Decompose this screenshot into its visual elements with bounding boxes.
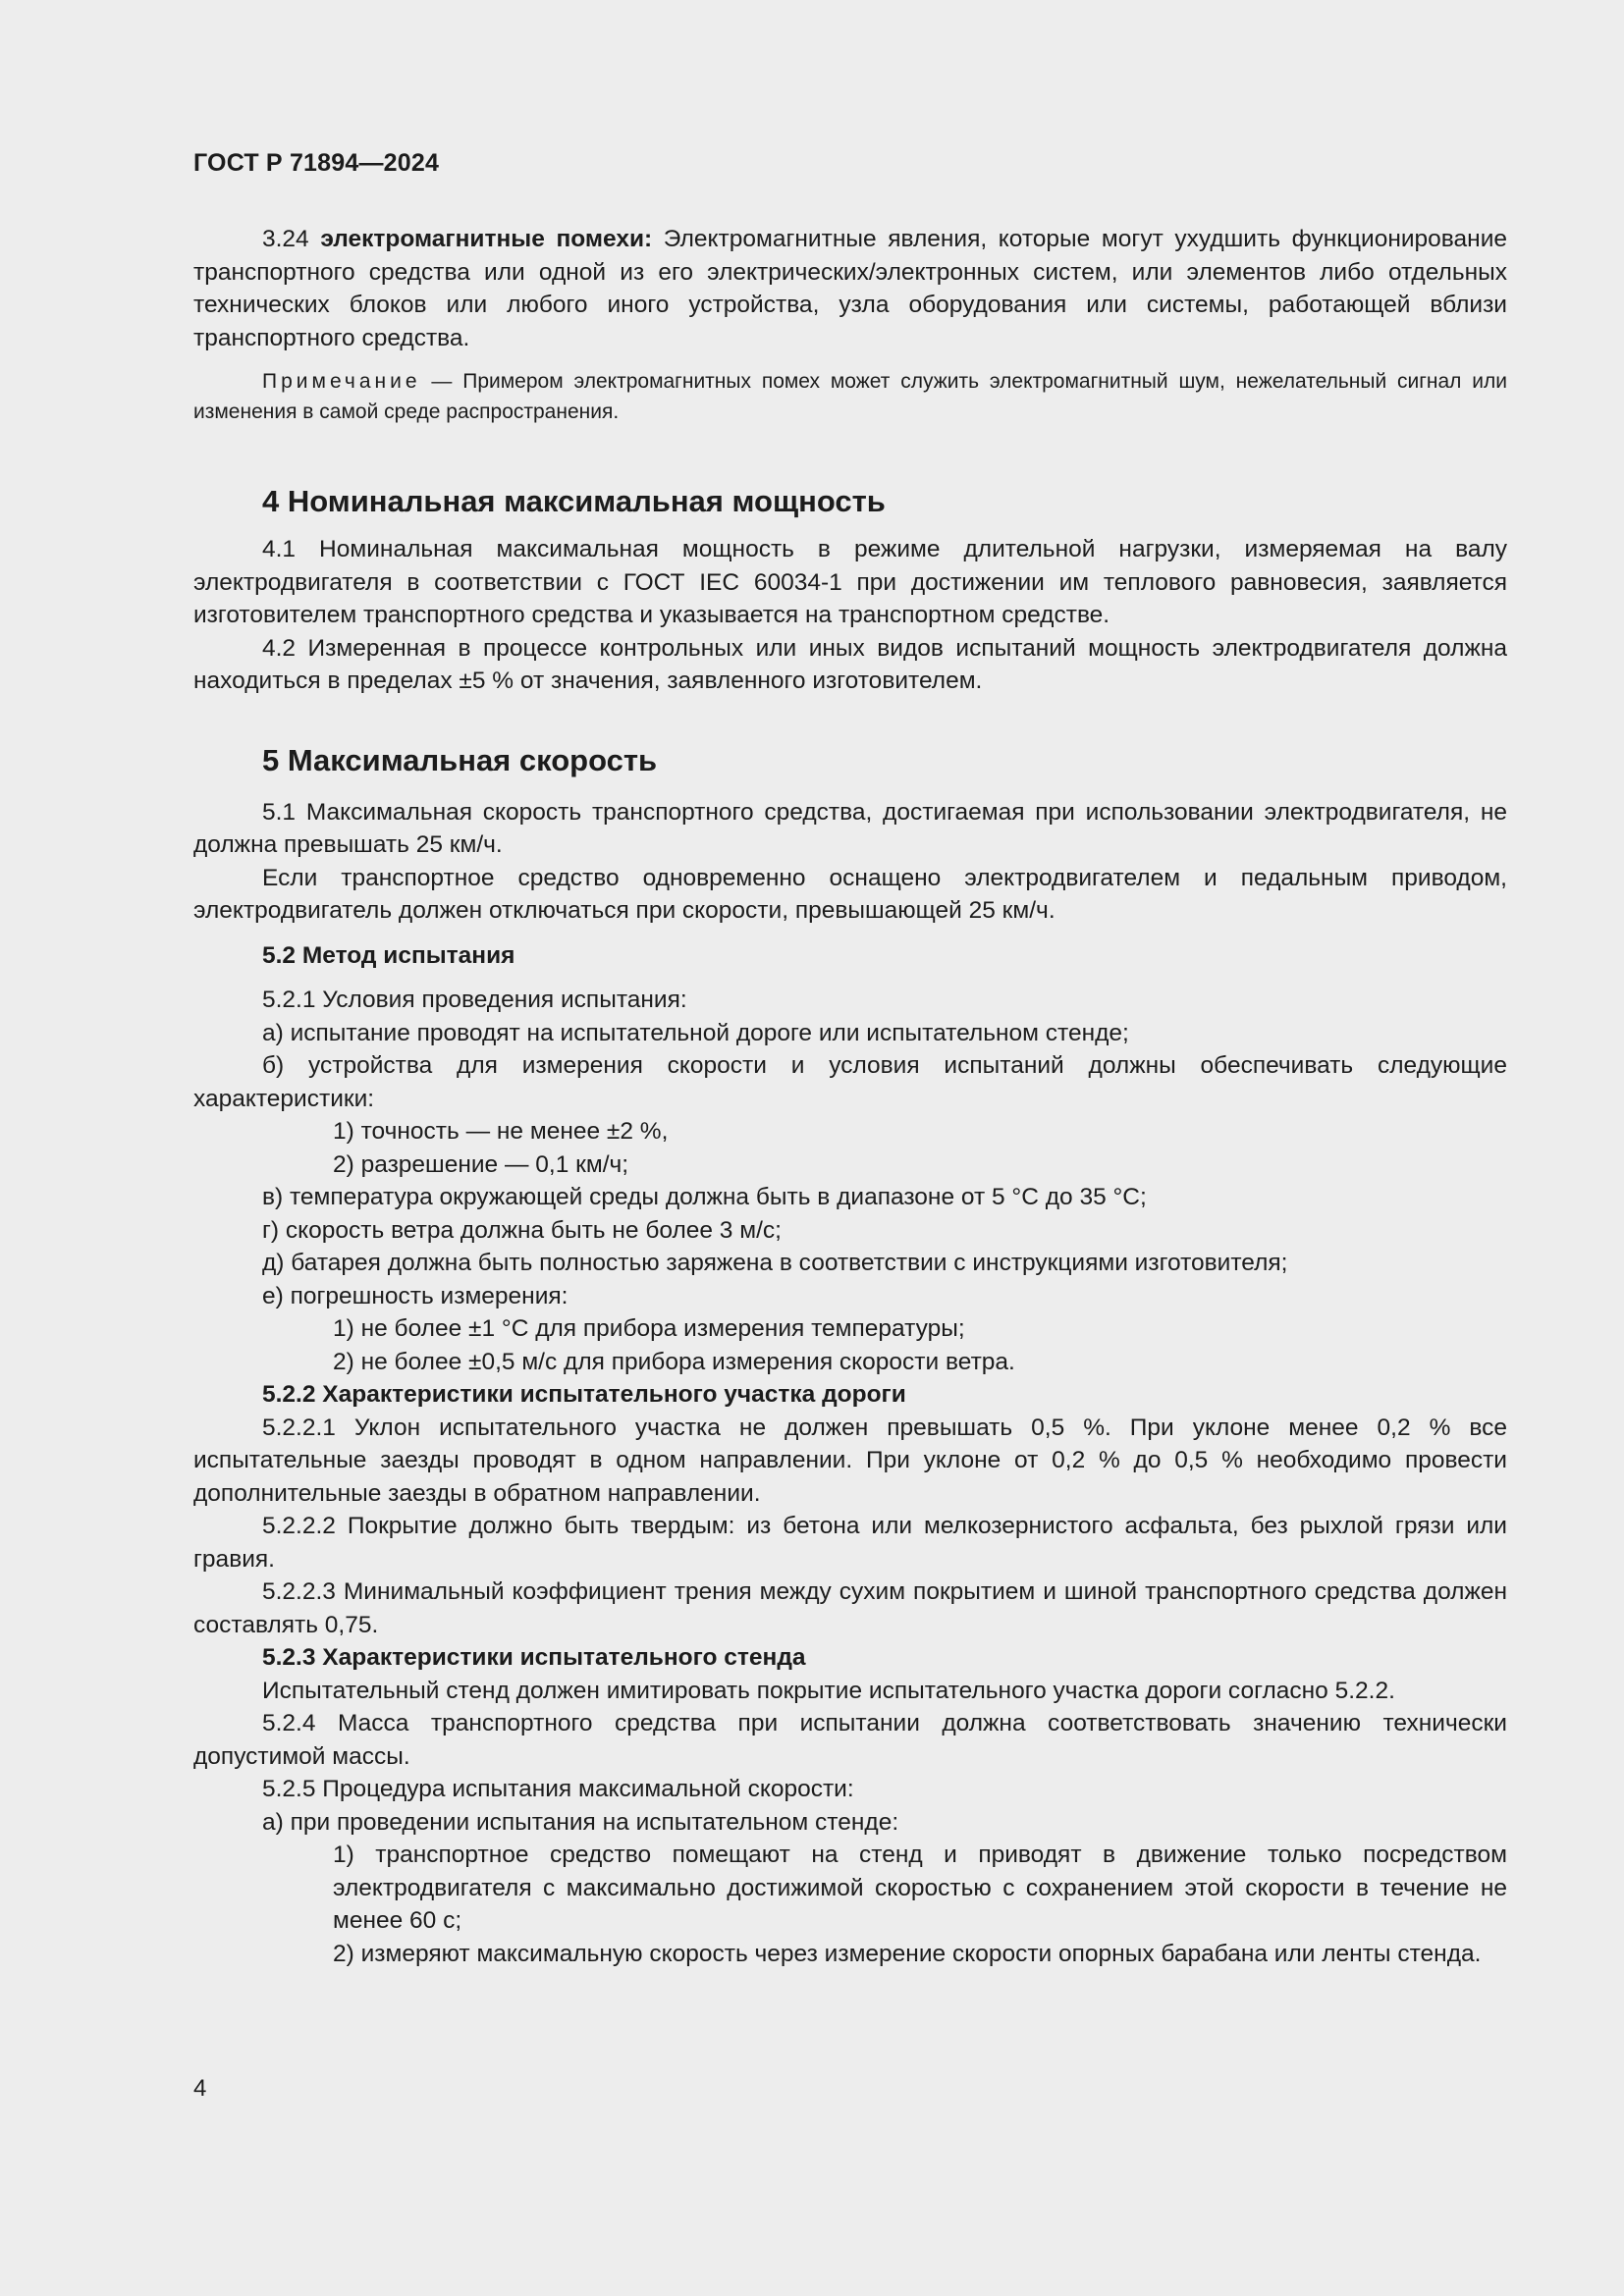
clause-number: 3.24 xyxy=(262,226,309,252)
list-item-5-2-5-a: а) при проведении испытания на испытательном стенде: xyxy=(262,1808,899,1836)
paragraph-5-2-2-2: 5.2.2.2 Покрытие должно быть твердым: из бетона или мелкозернистого асфальта, без рыхлой грязи или гравия. xyxy=(193,1513,1507,1573)
list-item-v: в) температура окружающей среды должна быть в диапазоне от 5 °C до 35 °C; xyxy=(262,1184,1147,1210)
list-item-a: а) испытание проводят на испытательной дороге или испытательном стенде; xyxy=(262,1019,1129,1046)
paragraph-5-2-2-3: 5.2.2.3 Минимальный коэффициент трения между сухим покрытием и шиной транспортного средства должен составлять 0,75. xyxy=(193,1578,1507,1638)
list-item-5-2-5-a1: 1) транспортное средство помещают на стенд и приводят в движение только посредством электродвигателя с максимально достижимой скоростью с сохранением этой скорости в течение не менее 60 с; xyxy=(333,1842,1507,1934)
paragraph-4-1: 4.1 Номинальная максимальная мощность в режиме длительной нагрузки, измеряемая на валу электродвигателя в соответствии с ГОСТ IEC 60034-1 при достижении им теплового равновесия, заявляется изготовителем транспортного средства и указывается на транспортном средстве. xyxy=(193,536,1507,628)
document-id: ГОСТ Р 71894—2024 xyxy=(193,149,440,177)
list-item-d: д) батарея должна быть полностью заряжена в соответствии с инструкциями изготовителя; xyxy=(262,1250,1288,1276)
note-text: — Примером электромагнитных помех может служить электромагнитный шум, нежелательный сигнал или изменения в самой среде распространения. xyxy=(193,370,1507,423)
paragraph-5-1-cont: Если транспортное средство одновременно оснащено электродвигателем и педальным приводом, электродвигатель должен отключаться при скорости, превышающей 25 км/ч. xyxy=(193,864,1507,924)
paragraph-5-2-2-1: 5.2.2.1 Уклон испытательного участка не должен превышать 0,5 %. При уклоне менее 0,2 % все испытательные заезды проводят в одном направлении. При уклоне от 0,2 % до 0,5 % необходимо провести дополнительные заезды в обратном направлении. xyxy=(193,1414,1507,1507)
section-4-title: 4 Номинальная максимальная мощность xyxy=(262,484,886,518)
list-item-e2: 2) не более ±0,5 м/с для прибора измерения скорости ветра. xyxy=(333,1348,1015,1375)
term-definition: Электромагнитные явления, которые могут ухудшить функционирование транспортного средства или одной из его электрических/электронных систем, или элементов либо отдельных технических блоков или любого иного устройства, узла оборудования или системы, работающей вблизи транспортного средства. xyxy=(193,226,1508,351)
list-item-b1: 1) точность — не менее ±2 %, xyxy=(333,1118,669,1145)
paragraph-4-2: 4.2 Измеренная в процессе контрольных или иных видов испытаний мощность электродвигателя должна находиться в пределах ±5 % от значения, заявленного изготовителем. xyxy=(193,634,1507,694)
paragraph-5-2-1: 5.2.1 Условия проведения испытания: xyxy=(262,987,687,1013)
list-item-e: е) погрешность измерения: xyxy=(262,1282,568,1309)
paragraph-5-2-5: 5.2.5 Процедура испытания максимальной скорости: xyxy=(262,1776,854,1802)
subsection-5-2-2-title: 5.2.2 Характеристики испытательного участка дороги xyxy=(262,1381,906,1408)
subsection-5-2-title: 5.2 Метод испытания xyxy=(262,941,515,969)
section-5-title: 5 Максимальная скорость xyxy=(262,742,658,777)
term: электромагнитные помехи: xyxy=(320,226,653,252)
paragraph-5-2-3: Испытательный стенд должен имитировать покрытие испытательного участка дороги согласно 5.2.2. xyxy=(262,1677,1395,1704)
list-item-5-2-5-a2: 2) измеряют максимальную скорость через измерение скорости опорных барабана или ленты стенда. xyxy=(333,1940,1482,1967)
list-item-g: г) скорость ветра должна быть не более 3 м/с; xyxy=(262,1216,782,1244)
list-item-b: б) устройства для измерения скорости и условия испытаний должны обеспечивать следующие характеристики: xyxy=(193,1052,1507,1112)
page-number: 4 xyxy=(193,2075,207,2102)
subsection-5-2-3-title: 5.2.3 Характеристики испытательного стенда xyxy=(262,1644,806,1671)
note xyxy=(193,366,1507,427)
document-body xyxy=(193,223,1507,1970)
list-item-b2: 2) разрешение — 0,1 км/ч; xyxy=(333,1150,629,1178)
paragraph-3-24 xyxy=(193,223,1507,354)
paragraph-5-1: 5.1 Максимальная скорость транспортного средства, достигаемая при использовании электродвигателя, не должна превышать 25 км/ч. xyxy=(193,798,1507,858)
list-item-e1: 1) не более ±1 °C для прибора измерения температуры; xyxy=(333,1315,965,1342)
paragraph-5-2-4: 5.2.4 Масса транспортного средства при испытании должна соответствовать значению технически допустимой массы. xyxy=(193,1710,1507,1770)
note-label: Примечание xyxy=(262,370,421,393)
